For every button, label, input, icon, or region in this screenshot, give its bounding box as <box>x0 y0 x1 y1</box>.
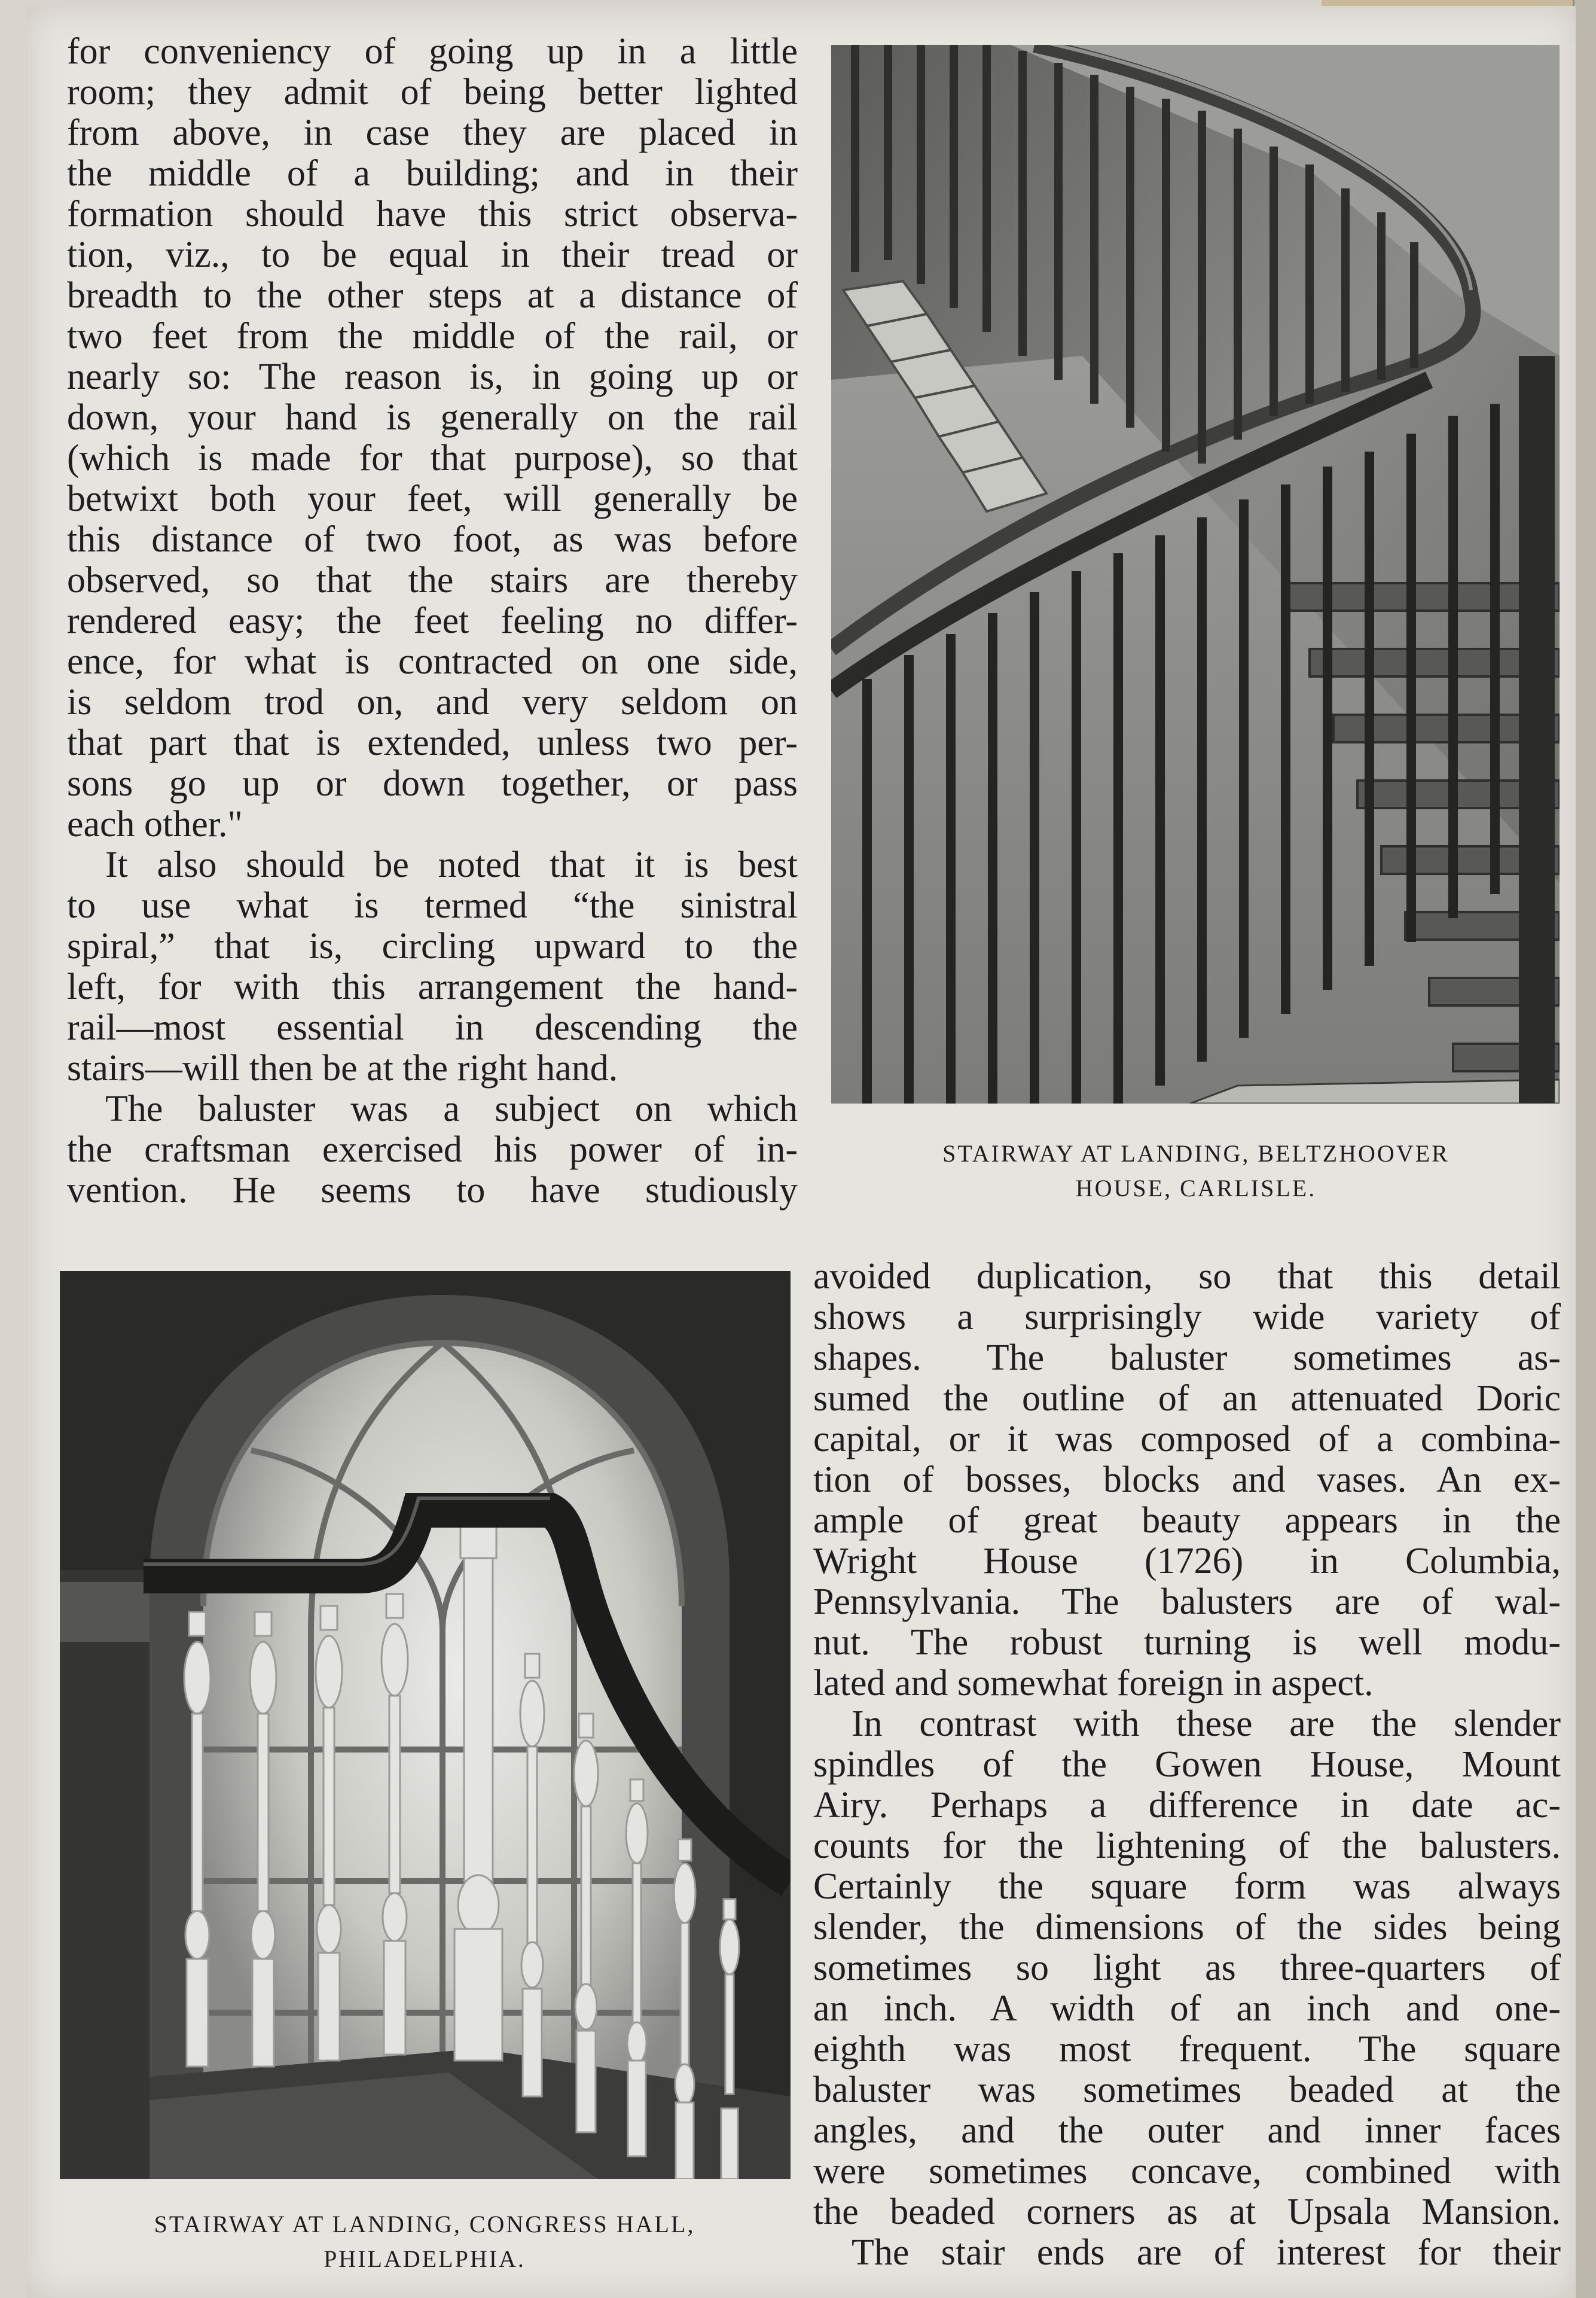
caption-congress-hall-line1: STAIRWAY AT LANDING, CONGRESS HALL, <box>154 2211 695 2238</box>
text-line: tion, viz., to be equal in their tread or <box>67 234 798 275</box>
text-line: Wright House (1726) in Columbia, <box>813 1541 1561 1581</box>
caption-congress-hall-line2: PHILADELPHIA. <box>324 2245 526 2272</box>
caption-congress-hall <box>57 2207 792 2276</box>
left-column-text <box>67 31 798 1211</box>
page-edge <box>1573 0 1596 2298</box>
text-line: breadth to the other steps at a distance of <box>67 275 798 316</box>
text-line: formation should have this strict observa- <box>67 194 798 234</box>
text-line: Airy. Perhaps a difference in date ac- <box>813 1785 1561 1825</box>
text-line: rail—most essential in descending the <box>67 1007 798 1048</box>
text-line: spindles of the Gowen House, Mount <box>813 1744 1561 1785</box>
beltzhoover-stairway-image <box>831 45 1560 1104</box>
text-line: shows a surprisingly wide variety of <box>813 1297 1561 1337</box>
text-line: In contrast with these are the slender <box>852 1703 1561 1744</box>
text-line: from above, in case they are placed in <box>67 112 798 153</box>
text-line: The stair ends are of interest for their <box>852 2232 1561 2273</box>
text-line: counts for the lightening of the balusters. <box>813 1825 1561 1866</box>
right-column-text <box>813 1256 1561 2273</box>
caption-beltzhoover-line2: HOUSE, CARLISLE. <box>1075 1175 1317 1202</box>
text-line: to use what is termed “the sinistral <box>67 885 798 926</box>
text-line: down, your hand is generally on the rail <box>67 397 798 438</box>
text-line: It also should be noted that it is best <box>105 845 798 885</box>
text-line: sumed the outline of an attenuated Doric <box>813 1378 1561 1419</box>
photo-congress-hall-stairway <box>60 1271 791 2179</box>
text-line: each other." <box>67 804 243 845</box>
text-line: rendered easy; the feet feeling no differ- <box>67 601 798 641</box>
text-line: the middle of a building; and in their <box>67 153 798 194</box>
text-line: for conveniency of going up in a little <box>67 31 798 72</box>
text-line: two feet from the middle of the rail, or <box>67 316 798 356</box>
text-line: vention. He seems to have studiously <box>67 1170 798 1211</box>
text-line: nut. The robust turning is well modu- <box>813 1622 1561 1663</box>
text-line: the craftsman exercised his power of in- <box>67 1129 798 1170</box>
congress-hall-stairway-image <box>60 1271 791 2179</box>
text-line: were sometimes concave, combined with <box>813 2151 1561 2192</box>
text-line: Certainly the square form was always <box>813 1866 1561 1907</box>
text-line: spiral,” that is, circling upward to the <box>67 926 798 967</box>
text-line: observed, so that the stairs are thereby <box>67 560 798 601</box>
text-line: ample of great beauty appears in the <box>813 1500 1561 1541</box>
text-line: betwixt both your feet, will generally be <box>67 479 798 519</box>
text-line: nearly so: The reason is, in going up or <box>67 356 798 397</box>
text-line: slender, the dimensions of the sides being <box>813 1907 1561 1947</box>
text-line: an inch. A width of an inch and one- <box>813 1988 1561 2029</box>
text-line: is seldom trod on, and very seldom on <box>67 682 798 723</box>
text-line: baluster was sometimes beaded at the <box>813 2070 1561 2110</box>
text-line: the beaded corners as at Upsala Mansion. <box>813 2192 1561 2232</box>
text-line: ence, for what is contracted on one side, <box>67 641 798 682</box>
text-line: this distance of two foot, as was before <box>67 519 798 560</box>
text-line: shapes. The baluster sometimes as- <box>813 1337 1561 1378</box>
text-line: angles, and the outer and inner faces <box>813 2110 1561 2151</box>
photo-beltzhoover-stairway <box>831 45 1560 1104</box>
text-line: room; they admit of being better lighted <box>67 72 798 112</box>
text-line: The baluster was a subject on which <box>105 1089 798 1129</box>
text-line: avoided duplication, so that this detail <box>813 1256 1561 1297</box>
caption-beltzhoover <box>834 1136 1558 1206</box>
text-line: eighth was most frequent. The square <box>813 2029 1561 2070</box>
text-line: sometimes so light as three-quarters of <box>813 1947 1561 1988</box>
text-line: left, for with this arrangement the hand- <box>67 967 798 1007</box>
text-line: that part that is extended, unless two per- <box>67 723 798 763</box>
text-line: sons go up or down together, or pass <box>67 763 798 804</box>
caption-beltzhoover-line1: STAIRWAY AT LANDING, BELTZHOOVER <box>942 1140 1449 1167</box>
text-line: (which is made for that purpose), so that <box>67 438 798 479</box>
text-line: stairs—will then be at the right hand. <box>67 1048 618 1089</box>
text-line: tion of bosses, blocks and vases. An ex- <box>813 1459 1561 1500</box>
text-line: Pennsylvania. The balusters are of wal- <box>813 1581 1561 1622</box>
text-line: capital, or it was composed of a combina- <box>813 1419 1561 1459</box>
text-line: lated and somewhat foreign in aspect. <box>813 1663 1374 1703</box>
